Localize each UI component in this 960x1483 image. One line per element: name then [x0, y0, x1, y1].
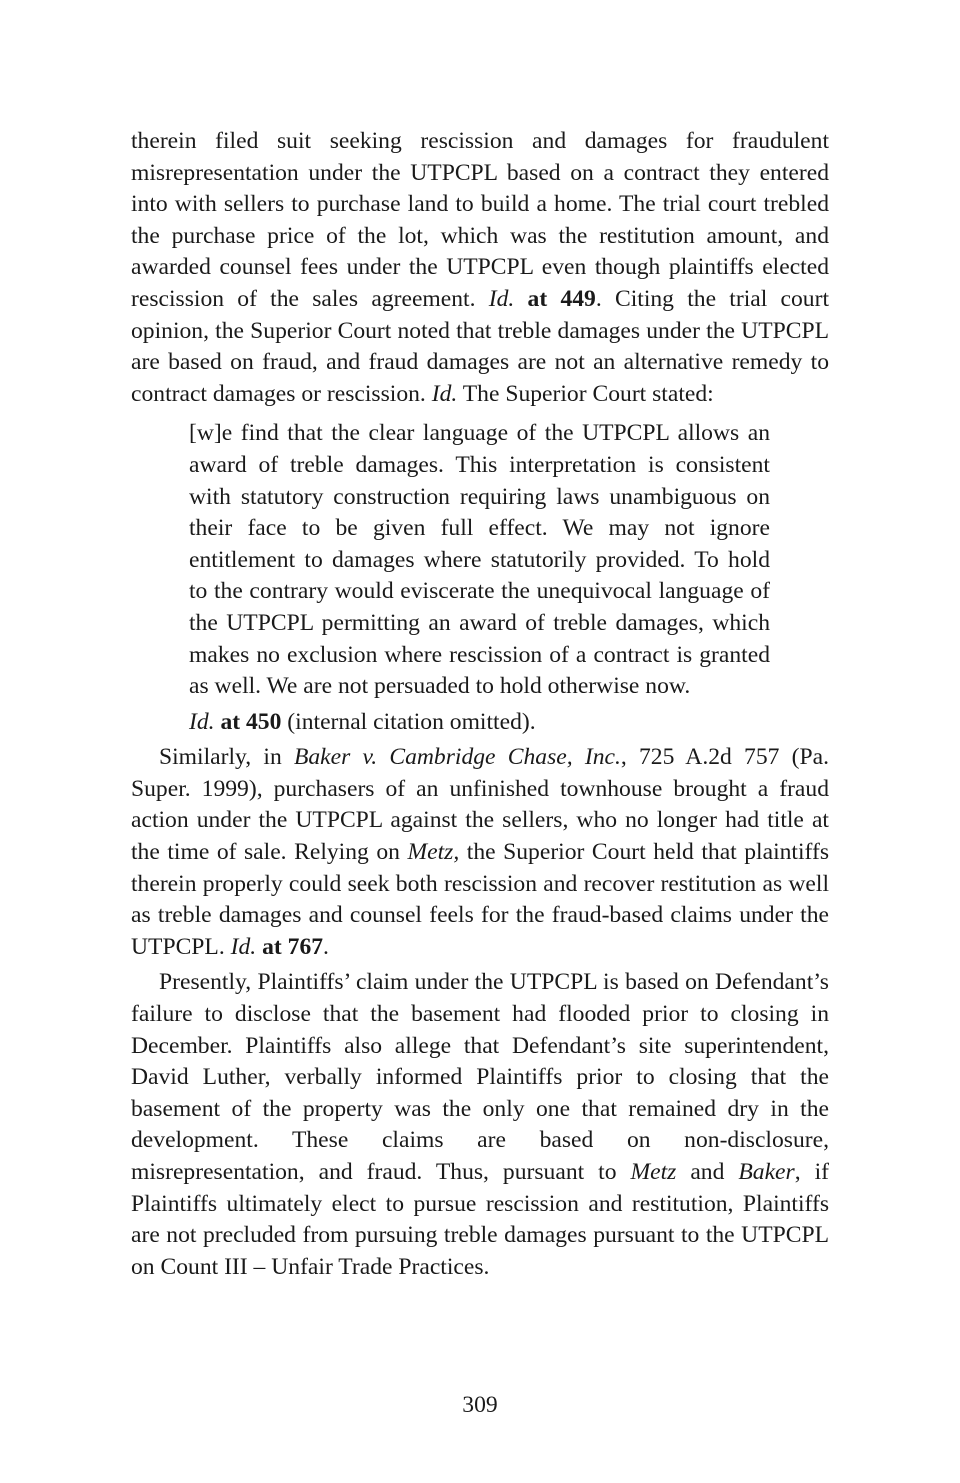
- case-name: Baker v. Cambridge Chase, Inc.: [293, 744, 621, 771]
- paragraph-2-text-d: .: [323, 933, 329, 960]
- paragraph-2: [131, 742, 829, 963]
- paragraph-1-text-c: The Superior Court stated:: [457, 380, 714, 407]
- paragraph-2-text-a: Similarly, in: [159, 744, 294, 771]
- paragraph-3-text-b: and: [676, 1159, 739, 1185]
- pin-cite: at 449: [514, 285, 596, 312]
- id-citation: Id.: [230, 933, 257, 960]
- id-citation: Id.: [189, 708, 215, 735]
- paragraph-3-text-a: Presently, Plaintiffs’ claim under the UTPCPL is based on Defendant’s failure to disclose that the basement had flooded prior to closing in December. Plaintiffs also allege that Defendant’s site superintendent, David Luther, verbally informed Plaintiffs prior to closing that the basement of the property was the only one that remained dry in the development. These claims are based on non-disclosure, misrepresentation, and fraud. Thus, pursuant to: [131, 969, 829, 1185]
- paragraph-1-text-b: . Citing the trial court opinion, the Superior Court noted that treble damages under the UTPCPL are based on fraud, and fraud damages are not an alternative remedy to contract damages or rescission.: [131, 285, 829, 407]
- pin-cite: at 767: [256, 933, 324, 960]
- block-quote: [w]e find that the clear language of the UTPCPL allows an award of treble damages. This interpretation is consistent with statutory construction requiring laws unambiguous on their face to be given full effect. We may not ignore entitlement to damages where statutorily provided. To hold to the contrary would eviscerate the unequivocal language of the UTPCPL permitting an award of treble damages, which makes no exclusion where rescission of a contract is granted as well. We are not persuaded to hold otherwise now.: [189, 420, 770, 700]
- paragraph-2-text-b: , 725 A.2d 757 (Pa. Super. 1999), purchasers of an unfinished townhouse brought a fraud action under the UTPCPL against the sellers, who no longer had title at the time of sale. Relying on: [131, 744, 829, 866]
- body-text: [131, 126, 829, 1283]
- paragraph-1: [131, 126, 829, 410]
- id-citation: Id.: [431, 380, 458, 407]
- case-name: Metz,: [407, 839, 460, 866]
- id-citation: Id.: [488, 285, 515, 312]
- page-number: 309: [462, 1392, 498, 1418]
- paragraph-3-text-c: , if Plaintiffs ultimately elect to pursue rescission and restitution, Plaintiffs are not precluded from pursuing treble damages pursuant to the UTPCPL on Count III – Unfair Trade Practices.: [131, 1159, 829, 1280]
- pin-cite: at 450: [214, 708, 282, 735]
- paragraph-3: [131, 967, 829, 1283]
- paragraph-1-text-a: therein filed suit seeking rescission and damages for fraudulent misrepresentation under the UTPCPL based on a contract they entered into with sellers to purchase land to build a home. The trial court trebled the purchase price of the lot, which was the restitution amount, and awarded counsel fees under the UTPCPL even though plaintiffs elected rescission of the sales agreement.: [131, 128, 829, 312]
- paragraph-2-text-c: the Superior Court held that plaintiffs therein properly could seek both rescission and recover restitution as well as treble damages and counsel feels for the fraud-based claims under the UTPCPL.: [131, 839, 830, 960]
- citation-note: (internal citation omitted).: [281, 708, 536, 735]
- case-name: Metz: [630, 1159, 677, 1185]
- quote-citation: [189, 707, 829, 739]
- case-name: Baker: [738, 1159, 795, 1185]
